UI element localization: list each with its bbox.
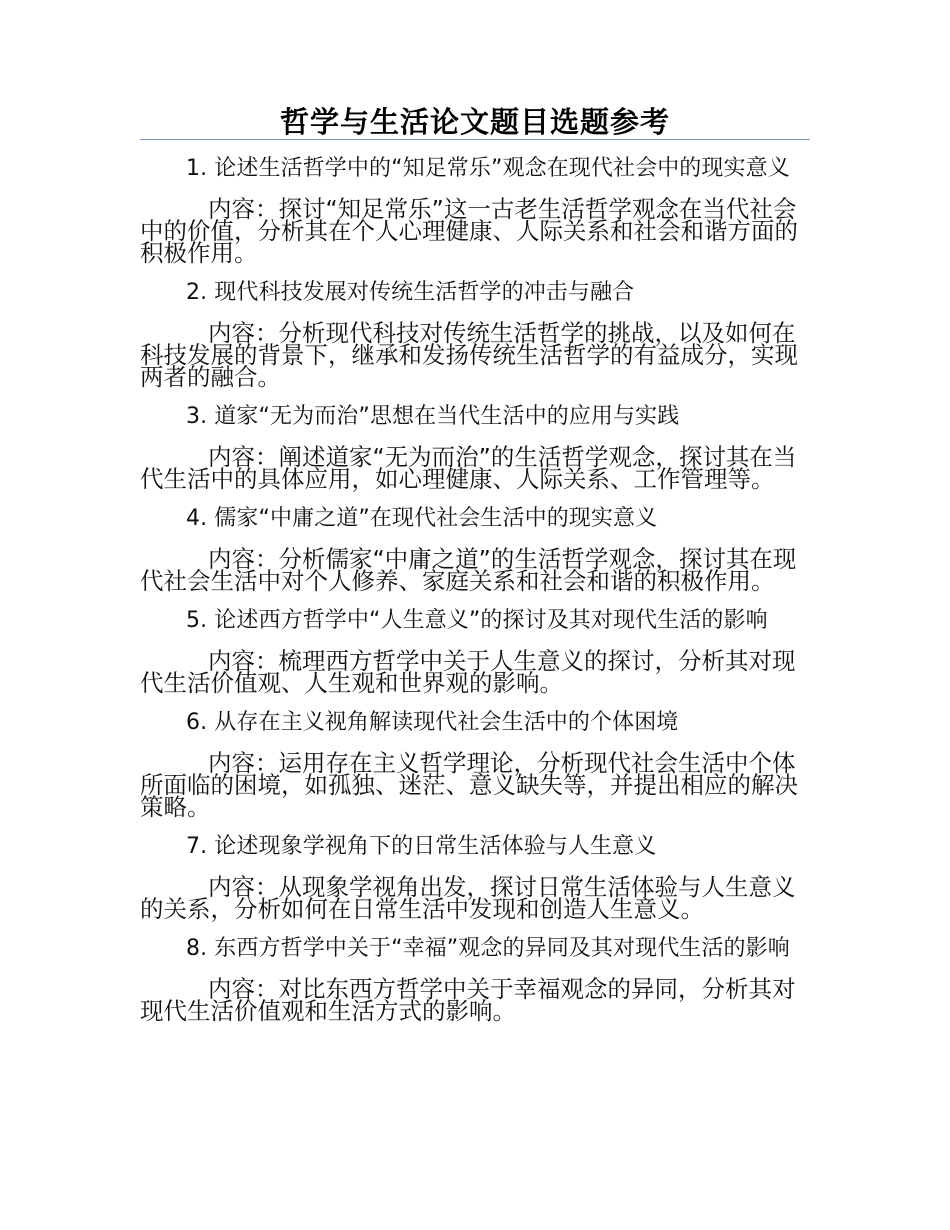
topic-title: 论述生活哲学中的“知足常乐”观念在现代社会中的现实意义 [214,156,790,181]
topic-number: 4. [186,506,208,531]
topic-heading [140,406,812,428]
topic-content: 内容：阐述道家“无为而治”的生活哲学观念，探讨其在当代生活中的具体应用，如心理健康、人际关系、工作管理等。 [140,443,797,493]
topic-title: 东西方哲学中关于“幸福”观念的异同及其对现代生活的影响 [214,936,790,961]
topic-title: 道家“无为而治”思想在当代生活中的应用与实践 [214,404,680,429]
topic-content: 内容：探讨“知足常乐”这一古老生活哲学观念在当代社会中的价值，分析其在个人心理健康、人际关系和社会和谐方面的积极作用。 [140,195,798,267]
title-underline [140,139,810,140]
document-body [140,158,812,1040]
topic-content: 内容：分析儒家“中庸之道”的生活哲学观念，探讨其在现代社会生活中对个人修养、家庭关系和社会和谐的积极作用。 [140,545,797,595]
topic-heading [140,610,812,632]
topic-number: 3. [186,404,208,429]
topic-heading [140,836,812,858]
topic-number: 2. [186,280,208,305]
topic-number: 6. [186,710,208,735]
topic-number: 7. [186,834,208,859]
topic-number: 5. [186,608,208,633]
document-title: 哲学与生活论文题目选题参考 [279,105,670,139]
topic-title: 儒家“中庸之道”在现代社会生活中的现实意义 [214,506,658,531]
topic-title: 论述西方哲学中“人生意义”的探讨及其对现代生活的影响 [214,608,768,633]
topic-number: 8. [186,936,208,961]
topic-title: 从存在主义视角解读现代社会生活中的个体困境 [214,710,679,735]
topic-number: 1. [186,156,208,181]
topic-content: 内容：对比东西方哲学中关于幸福观念的异同，分析其对现代生活价值观和生活方式的影响。 [140,975,796,1025]
topic-title: 现代科技发展对传统生活哲学的冲击与融合 [214,280,635,305]
topic-content: 内容：运用存在主义哲学理论，分析现代社会生活中个体所面临的困境，如孤独、迷茫、意义缺失等，并提出相应的解决策略。 [140,749,798,821]
topic-content: 内容：梳理西方哲学中关于人生意义的探讨，分析其对现代生活价值观、人生观和世界观的影响。 [140,647,796,697]
topic-heading [140,158,812,180]
topic-heading [140,508,812,530]
topic-heading [140,712,812,734]
topic-heading [140,938,812,960]
topic-content: 内容：从现象学视角出发，探讨日常生活体验与人生意义的关系，分析如何在日常生活中发现和创造人生意义。 [140,873,796,923]
topic-heading [140,282,812,304]
topic-title: 论述现象学视角下的日常生活体验与人生意义 [214,834,657,859]
topic-content: 内容：分析现代科技对传统生活哲学的挑战，以及如何在科技发展的背景下，继承和发扬传统生活哲学的有益成分，实现两者的融合。 [140,319,798,391]
